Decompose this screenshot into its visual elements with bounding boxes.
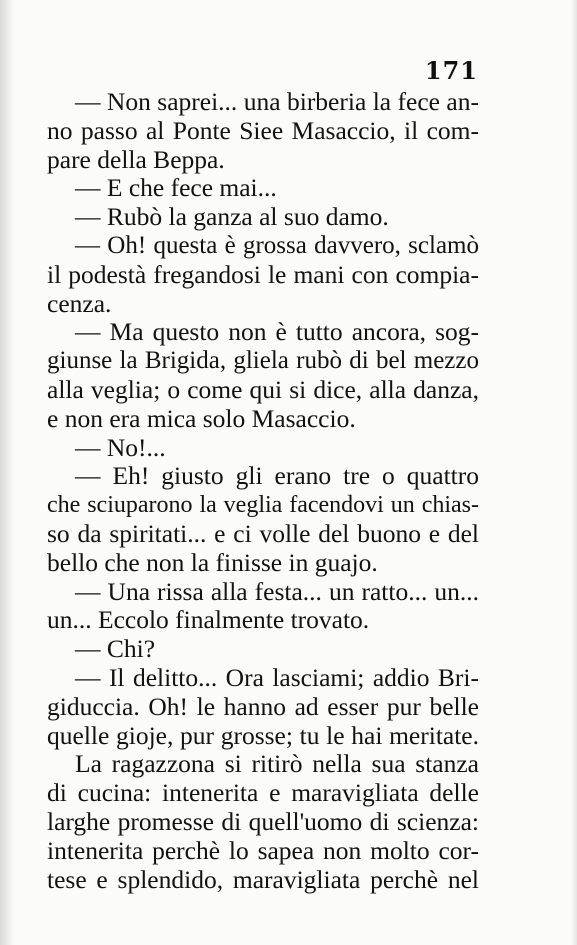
text-line: bello che non la finisse in guajo. [47, 547, 378, 577]
text-line: — Oh! questa è grossa davvero, sclamò [75, 231, 479, 259]
text-line: — Il delitto... Ora lasciami; addio Bri- [75, 662, 479, 692]
text-line: no passo al Ponte Siee Masaccio, il com- [47, 115, 479, 145]
text-line: cenza. [47, 288, 112, 318]
text-line: tese e splendido, maravigliata perchè nel [47, 864, 479, 894]
page-edge-shadow [571, 0, 577, 945]
text-line: intenerita perchè lo sapea non molto cor- [47, 835, 479, 865]
text-line: di cucina: intenerita e maravigliata delle [47, 778, 479, 808]
page-text-block [47, 88, 479, 894]
text-line: alla veglia; o come qui si dice, alla danza, [47, 374, 479, 404]
text-line: — Ma questo non è tutto ancora, sog- [75, 317, 479, 347]
text-line: larghe promesse di quell'uomo di scienza: [47, 806, 479, 836]
text-line: La ragazzona si ritirò nella sua stanza [75, 749, 479, 779]
page-gutter-shadow [0, 0, 14, 945]
text-line: — No!... [75, 432, 166, 462]
text-line: — Rubò la ganza al suo damo. [75, 202, 389, 232]
text-line: giunse la Brigida, gliela rubò di bel mezzo [47, 347, 479, 375]
text-line: che sciuparono la veglia facendovi un chias- [47, 492, 479, 519]
text-line: — Una rissa alla festa... un ratto... un... [75, 576, 479, 606]
text-line: so da spiritati... e ci volle del buono e del [47, 518, 479, 548]
text-line: — Eh! giusto gli erano tre o quattro [75, 461, 479, 491]
text-line: e non era mica solo Masaccio. [47, 403, 356, 433]
text-line: pare della Beppa. [47, 144, 225, 174]
text-line: il podestà fregandosi le mani con compia- [47, 259, 479, 289]
text-line: — Non saprei... una birberia la fece an- [75, 87, 479, 116]
text-line: un... Eccolo finalmente trovato. [47, 605, 370, 635]
text-line: — Chi? [75, 634, 156, 664]
text-line: quelle gioje, pur grosse; tu le hai meritate. [47, 720, 479, 750]
page-number: 171 [424, 56, 478, 85]
text-line: — E che fece mai... [75, 173, 277, 203]
text-line: giduccia. Oh! le hanno ad esser pur belle [47, 691, 479, 721]
